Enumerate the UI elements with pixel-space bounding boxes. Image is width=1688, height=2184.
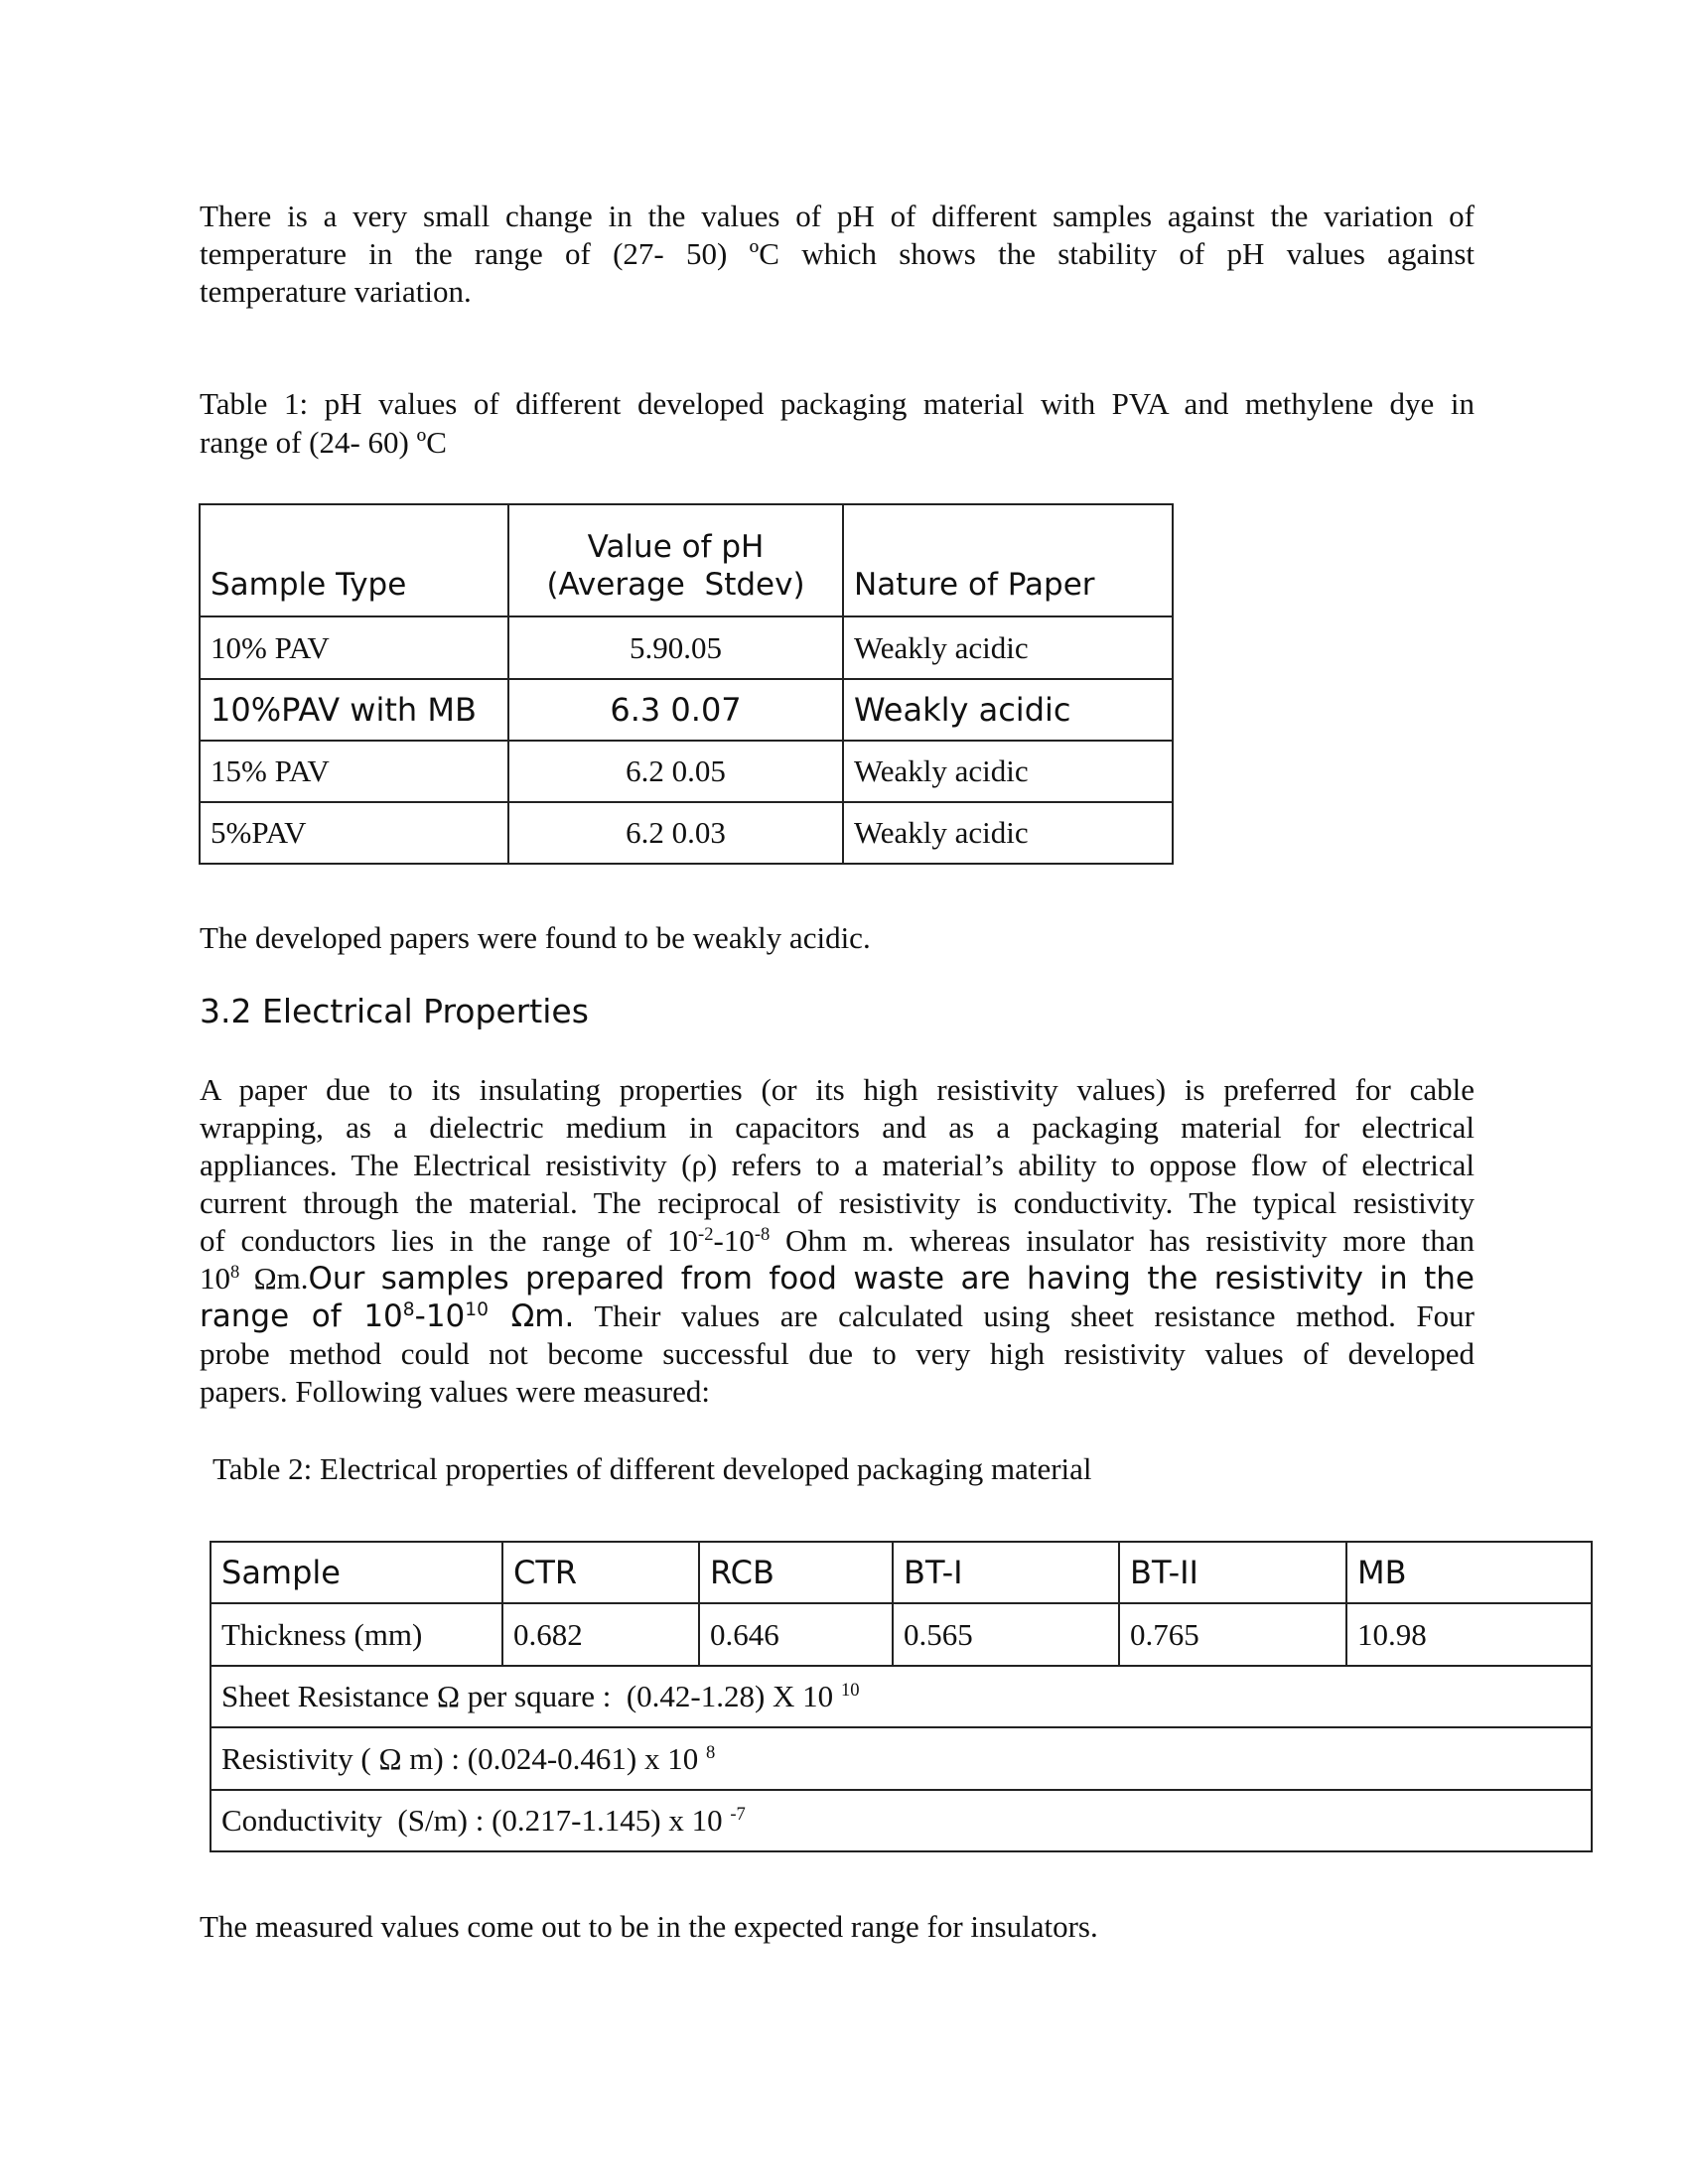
header-ph-line1: Value of pH	[587, 529, 765, 565]
superscript: -8	[754, 1223, 771, 1245]
header-nature: Nature of Paper	[843, 504, 1173, 616]
section-heading: 3.2 Electrical Properties	[200, 992, 589, 1030]
superscript: 8	[230, 1261, 240, 1283]
superscript: -2	[698, 1223, 714, 1245]
paragraph-line	[200, 1222, 1475, 1260]
cell-value: 10.98	[1346, 1603, 1592, 1666]
superscript: -7	[730, 1803, 746, 1825]
paragraph-line: appliances. The Electrical resistivity (ρ) refers to a material’s ability to oppose flow of electrical	[200, 1148, 1475, 1182]
table2-caption: Table 2: Electrical properties of different developed packaging material	[212, 1451, 1092, 1486]
header-ph-value	[508, 504, 843, 616]
superscript: 8	[402, 1298, 415, 1320]
cell-ph: 6.2 0.03	[508, 802, 843, 864]
caption-line: Table 1: pH values of different developed packaging material with PVA and methylene dye in	[200, 386, 1475, 421]
cell-sample: 10%PAV with MB	[200, 679, 508, 741]
superscript: 10	[465, 1298, 489, 1320]
sheet-resistance-cell	[211, 1666, 1592, 1727]
cell-nature: Weakly acidic	[843, 616, 1173, 679]
paragraph-line: temperature in the range of (27- 50) ºC which shows the stability of pH values against	[200, 236, 1475, 271]
text-run: Ohm m. whereas insulator has resistivity more than	[770, 1223, 1475, 1258]
table-row	[200, 802, 1173, 864]
text-run: Their values are calculated using sheet resistance method. Four	[574, 1298, 1475, 1333]
header-sample: Sample	[211, 1542, 502, 1603]
table-header-row	[211, 1542, 1592, 1603]
text-run	[200, 1298, 574, 1334]
superscript: 10	[840, 1679, 860, 1701]
header-ctr: CTR	[502, 1542, 699, 1603]
caption-line: range of (24- 60) ºC	[200, 425, 447, 460]
table2-conclusion: The measured values come out to be in the expected range for insulators.	[200, 1909, 1098, 1944]
text-run: -10	[414, 1298, 466, 1334]
table-row	[200, 741, 1173, 802]
paragraph-line: temperature variation.	[200, 274, 472, 309]
electrical-paragraph	[200, 1071, 1475, 1411]
conductivity-row	[211, 1790, 1592, 1851]
text-run: range of 10	[200, 1298, 403, 1334]
paragraph-line: probe method could not become successful due to very high resistivity values of developed	[200, 1336, 1475, 1371]
cell-nature: Weakly acidic	[843, 679, 1173, 741]
ph-values-table	[199, 503, 1174, 865]
cell-sample: 10% PAV	[200, 616, 508, 679]
text-run: Resistivity ( Ω m) : (0.024-0.461) x 10	[221, 1740, 699, 1776]
cell-value: 0.682	[502, 1603, 699, 1666]
text-run: Sheet Resistance Ω per square : (0.42-1.28) X 10	[221, 1679, 841, 1713]
table-header-row	[200, 504, 1173, 616]
cell-ph: 5.90.05	[508, 616, 843, 679]
paragraph-line	[200, 1297, 1475, 1335]
paragraph-line: There is a very small change in the values of pH of different samples against the variation of	[200, 199, 1475, 233]
table-row	[200, 679, 1173, 741]
header-sample-type: Sample Type	[200, 504, 508, 616]
text-run: Ωm.	[239, 1261, 309, 1296]
superscript: 8	[706, 1741, 716, 1763]
text-run: -10	[713, 1223, 755, 1258]
paragraph-line: current through the material. The reciprocal of resistivity is conductivity. The typical resistivity	[200, 1185, 1475, 1220]
cell-nature: Weakly acidic	[843, 741, 1173, 802]
cell-value: 0.646	[699, 1603, 893, 1666]
header-rcb: RCB	[699, 1542, 893, 1603]
table-row	[200, 616, 1173, 679]
text-run: Our samples prepared from food waste are having the resistivity in the	[308, 1261, 1475, 1297]
cell-sample: 15% PAV	[200, 741, 508, 802]
paragraph-line	[200, 1260, 1475, 1297]
text-run: Ωm.	[488, 1298, 575, 1334]
text-run: 10	[200, 1261, 230, 1296]
header-bt-ii: BT-II	[1119, 1542, 1346, 1603]
cell-value: 0.765	[1119, 1603, 1346, 1666]
sheet-resistance-row	[211, 1666, 1592, 1727]
cell-ph: 6.2 0.05	[508, 741, 843, 802]
cell-sample: 5%PAV	[200, 802, 508, 864]
cell-nature: Weakly acidic	[843, 802, 1173, 864]
table1-conclusion: The developed papers were found to be weakly acidic.	[200, 920, 871, 955]
cell-ph: 6.3 0.07	[508, 679, 843, 741]
paragraph-line: wrapping, as a dielectric medium in capacitors and as a packaging material for electrical	[200, 1110, 1475, 1145]
electrical-properties-table	[210, 1541, 1593, 1852]
header-ph-line2: (Average Stdev)	[546, 567, 805, 603]
header-bt-i: BT-I	[893, 1542, 1119, 1603]
cell-label: Thickness (mm)	[211, 1603, 502, 1666]
thickness-row	[211, 1603, 1592, 1666]
text-run: Conductivity (S/m) : (0.217-1.145) x 10	[221, 1803, 723, 1838]
cell-value: 0.565	[893, 1603, 1119, 1666]
resistivity-row	[211, 1727, 1592, 1790]
header-mb: MB	[1346, 1542, 1592, 1603]
paragraph-line: papers. Following values were measured:	[200, 1374, 710, 1409]
paragraph-line: A paper due to its insulating properties (or its high resistivity values) is preferred for cable	[200, 1072, 1475, 1107]
text-run: of conductors lies in the range of 10	[200, 1223, 698, 1258]
resistivity-cell	[211, 1727, 1592, 1790]
conductivity-cell	[211, 1790, 1592, 1851]
